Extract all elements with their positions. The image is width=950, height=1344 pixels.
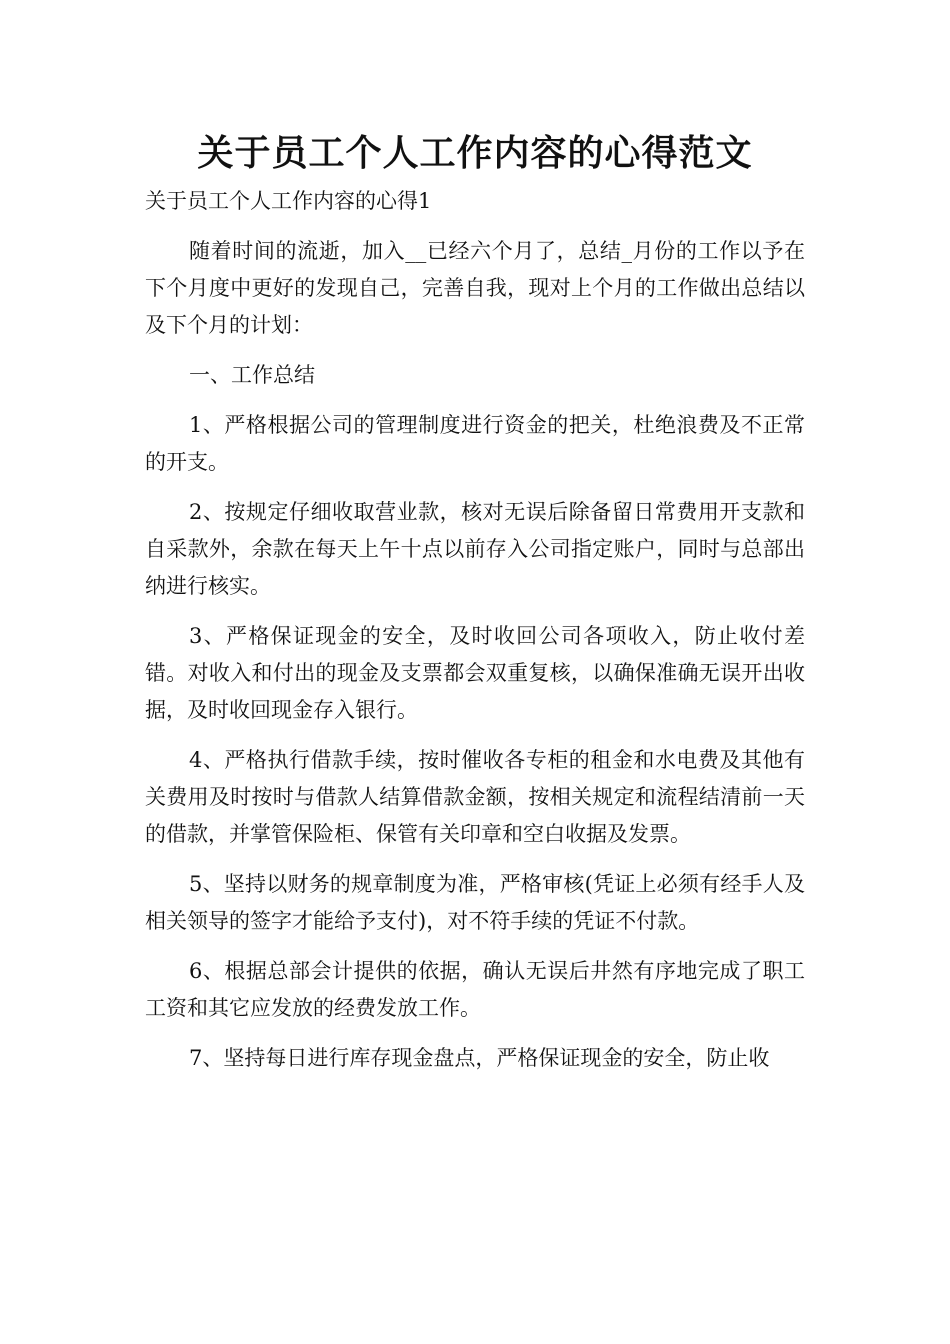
paragraph-item-1: 1、严格根据公司的管理制度进行资金的把关，杜绝浪费及不正常的开支。: [145, 413, 805, 474]
paragraph-item-3: 3、严格保证现金的安全，及时收回公司各项收入，防止收付差错。对收入和付出的现金及支票都会双重复核，以确保准确无误开出收据，及时收回现金存入银行。: [145, 624, 805, 722]
paragraph-item-4: 4、严格执行借款手续，按时催收各专柜的租金和水电费及其他有关费用及时按时与借款人结算借款金额，按相关规定和流程结清前一天的借款，并掌管保险柜、保管有关印章和空白收据及发票。: [145, 748, 805, 846]
document-subtitle: 关于员工个人工作内容的心得1: [145, 189, 432, 213]
document-title: 关于员工个人工作内容的心得范文: [197, 133, 753, 174]
paragraph-intro: 随着时间的流逝，加入__已经六个月了，总结_月份的工作以予在下个月度中更好的发现自己，完善自我，现对上个月的工作做出总结以及下个月的计划：: [145, 239, 805, 337]
paragraph-item-5: 5、坚持以财务的规章制度为准，严格审核(凭证上必须有经手人及相关领导的签字才能给予支付)，对不符手续的凭证不付款。: [145, 872, 805, 933]
paragraph-item-6: 6、根据总部会计提供的依据，确认无误后井然有序地完成了职工工资和其它应发放的经费发放工作。: [145, 959, 805, 1020]
section-heading-work-summary: 一、工作总结: [189, 363, 315, 387]
document-body: [145, 233, 805, 1090]
paragraph-item-2: 2、按规定仔细收取营业款，核对无误后除备留日常费用开支款和自采款外，余款在每天上午十点以前存入公司指定账户，同时与总部出纳进行核实。: [145, 500, 805, 598]
paragraph-item-7: 7、坚持每日进行库存现金盘点，严格保证现金的安全，防止收: [189, 1046, 770, 1070]
